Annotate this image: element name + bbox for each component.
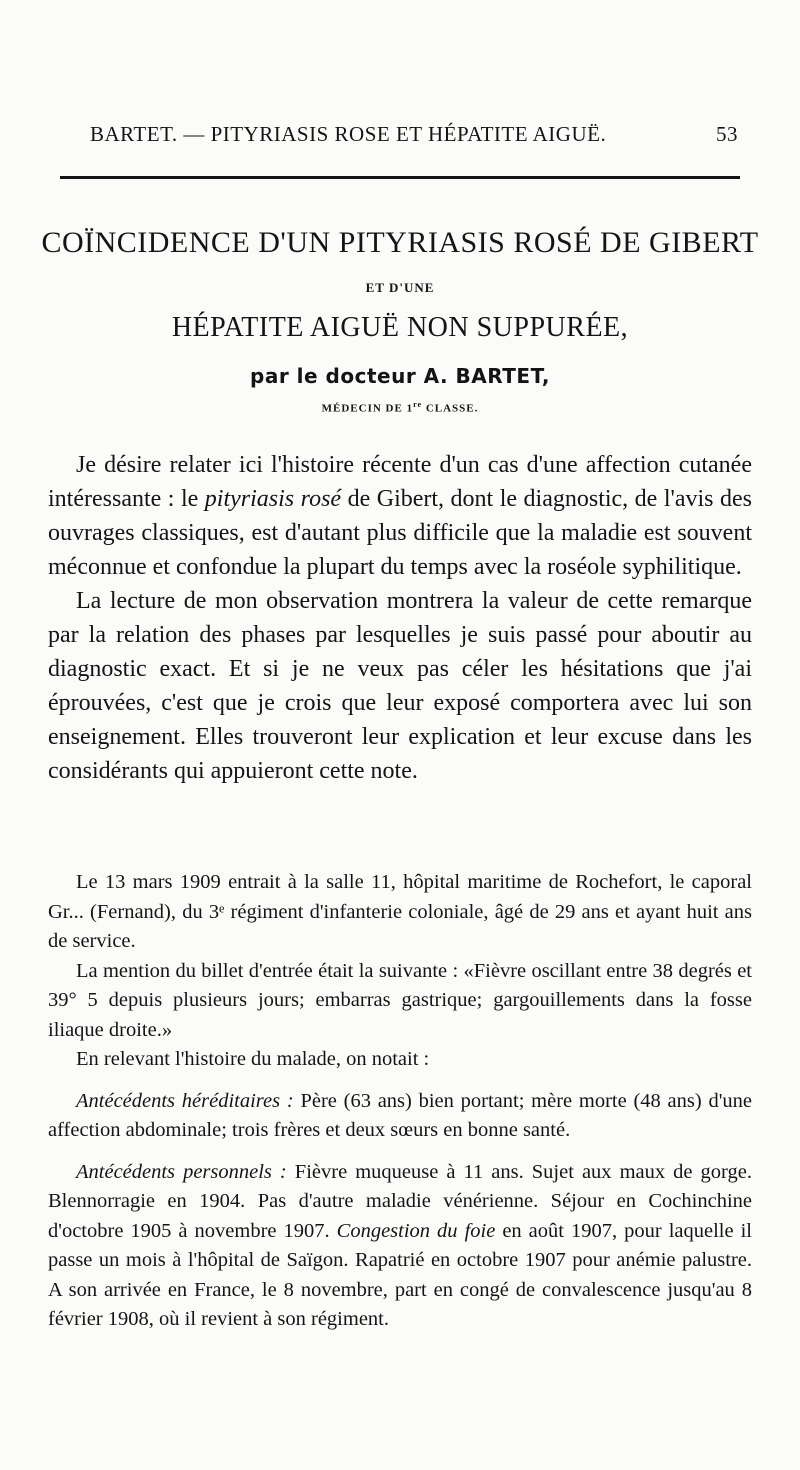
- article-title-line3: HÉPATITE AIGUË NON SUPPURÉE,: [171, 312, 629, 343]
- case-paragraph-2: La mention du billet d'entrée était la suivante : «Fièvre oscillant entre 38 degrés et 39° 5 depuis plusieurs jours; embarras gastrique; gargouillements dans la fosse iliaque droite.»: [48, 959, 752, 1041]
- case-p5-text-a: Fièvre muqueuse à 11 ans. Sujet aux maux de gorge. Blennorragie en 1904. Pas d'autre maladie vénérienne. Séjour en Cochinchine d'octobre 1905 à novembre 1907.: [48, 1160, 752, 1242]
- intro-p1-b: de Gibert, dont le diagnostic, de l'avis des ouvrages classiques, est d'autant plus difficile que la maladie est souvent méconnue et confondue la plupart du temps avec la roséole syphilitique.: [48, 486, 752, 580]
- affiliation-line: [30, 400, 770, 415]
- case-paragraph-5: [48, 1158, 752, 1335]
- case-p5-em: Congestion du foie: [336, 1219, 496, 1242]
- introduction: [48, 448, 752, 788]
- case-p5-text-b: en août 1907, pour laquelle il passe un mois à l'hôpital de Saïgon. Rapatrié en octobre 1907 pour anémie palustre. A son arrivée en France, le 8 novembre, part en congé de convalescence jusqu'au 8 février 1908, où il revient à son régiment.: [48, 1219, 752, 1330]
- article-title-line1: COÏNCIDENCE D'UN PITYRIASIS ROSÉ DE GIBERT: [41, 226, 759, 259]
- running-title: BARTET. — PITYRIASIS ROSE ET HÉPATITE AIGUË.: [90, 122, 607, 146]
- case-p5-heading: Antécédents personnels :: [76, 1160, 287, 1183]
- article-title-line2: ET D'UNE: [365, 280, 435, 295]
- intro-p1-em: pityriasis rosé: [204, 486, 342, 512]
- author-line: par le docteur A. BARTET,: [250, 364, 550, 388]
- header-rule: [60, 176, 740, 179]
- affiliation-sup: re: [413, 400, 423, 409]
- affiliation-post: CLASSE.: [422, 402, 479, 415]
- page-number: 53: [716, 122, 738, 146]
- case-paragraph-3: En relevant l'histoire du malade, on notait :: [76, 1048, 430, 1070]
- case-paragraph-1: Le 13 mars 1909 entrait à la salle 11, hôpital maritime de Rochefort, le caporal Gr... (Fernand), du 3ᵉ régiment d'infanterie coloniale, âgé de 29 ans et ayant huit ans de service.: [48, 871, 752, 952]
- intro-p1-a: Je désire relater ici l'histoire récente d'un cas d'une affection cutanée intéressante : le: [48, 452, 752, 512]
- intro-paragraph-2: La lecture de mon observation montrera la valeur de cette remarque par la relation des phases par lesquelles je suis passé pour aboutir au diagnostic exact. Et si je ne veux pas céler les hésitations que j'ai éprouvées, c'est que je crois que leur exposé comportera avec lui son enseignement. Elles trouveront leur explication et leur excuse dans les considérants qui appuieront cette note.: [48, 588, 752, 784]
- case-p4-heading: Antécédents héréditaires :: [76, 1089, 294, 1112]
- case-p4-text: Père (63 ans) bien portant; mère morte (48 ans) d'une affection abdominale; trois frères et deux sœurs en bonne santé.: [48, 1089, 752, 1141]
- intro-paragraph-1: [48, 448, 752, 584]
- affiliation-pre: MÉDECIN DE 1: [321, 402, 414, 415]
- case-paragraph-4: [48, 1087, 752, 1146]
- running-header: [90, 122, 738, 147]
- case-report: [48, 868, 752, 1335]
